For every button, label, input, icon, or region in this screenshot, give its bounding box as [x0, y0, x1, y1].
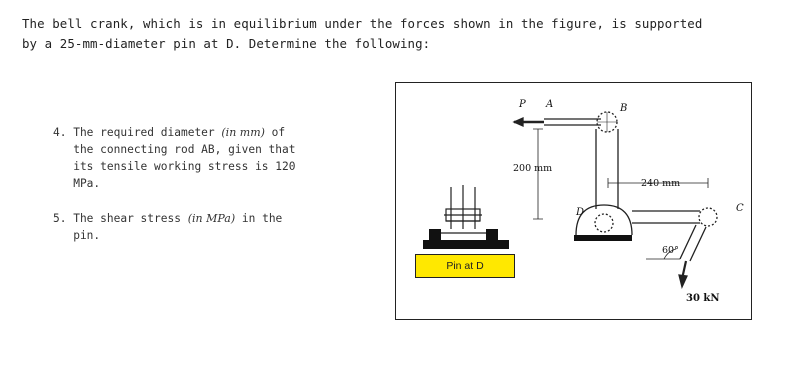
intro-line-2: by a 25-mm-diameter pin at D. Determine the following:	[22, 36, 431, 51]
pin-shaft-lines	[451, 185, 475, 229]
question-4	[53, 124, 383, 192]
bell-crank-diagram	[396, 83, 753, 321]
label-a: A	[546, 99, 554, 110]
dimension-240mm: 240 mm	[641, 178, 681, 189]
hub-d-outline	[576, 205, 632, 235]
question-5-line-2: pin.	[53, 229, 101, 242]
angle-60-label: 60°	[662, 245, 679, 256]
crank-horizontal-arm	[632, 211, 700, 223]
problem-statement	[22, 14, 792, 54]
question-5-text-c: in the	[235, 212, 283, 225]
question-4-line-1	[53, 124, 383, 141]
question-4-unit: (in mm)	[221, 126, 265, 139]
pin-detail-drawing	[423, 185, 509, 249]
pin-support-right	[486, 229, 498, 240]
pin-d	[595, 214, 613, 232]
question-4-text-c: of	[264, 126, 286, 139]
force-30kn-label: 30 kN	[686, 293, 720, 304]
intro-line-1: The bell crank, which is in equilibrium under the forces shown in the figure, is supported	[22, 16, 703, 31]
support-base-d	[574, 235, 632, 241]
crank-vertical-arm	[596, 129, 618, 209]
question-4-line-3: its tensile working stress is 120	[53, 160, 296, 173]
label-c: C	[736, 203, 744, 214]
question-5-text-a: 5. The shear stress	[53, 212, 188, 225]
label-p: P	[519, 99, 526, 110]
question-4-line-2: the connecting rod AB, given that	[53, 143, 296, 156]
inclined-link	[680, 225, 706, 261]
force-p-arrowhead	[514, 118, 523, 126]
pin-b-centerlines	[597, 112, 617, 132]
pin-at-d-caption-text: Pin at D	[446, 260, 484, 272]
bell-crank-drawing	[514, 112, 717, 287]
question-5-unit: (in MPa)	[187, 212, 236, 225]
question-5	[53, 210, 383, 244]
question-4-text-a: 4. The required diameter	[53, 126, 222, 139]
pin-c	[699, 208, 717, 226]
question-5-line-1	[53, 210, 383, 227]
label-d: D	[576, 207, 585, 218]
pin-support-left	[429, 229, 441, 240]
force-30kn-arrowhead	[679, 275, 687, 287]
label-b: B	[620, 103, 628, 114]
question-4-line-4: MPa.	[53, 177, 101, 190]
pin-base-plate	[423, 240, 509, 249]
bell-crank-figure	[395, 82, 752, 320]
dim-200-line	[533, 129, 543, 219]
rod-ab	[544, 119, 601, 125]
figure-labels	[513, 99, 744, 304]
dimension-200mm: 200 mm	[513, 163, 553, 174]
pin-at-d-caption	[415, 254, 515, 278]
